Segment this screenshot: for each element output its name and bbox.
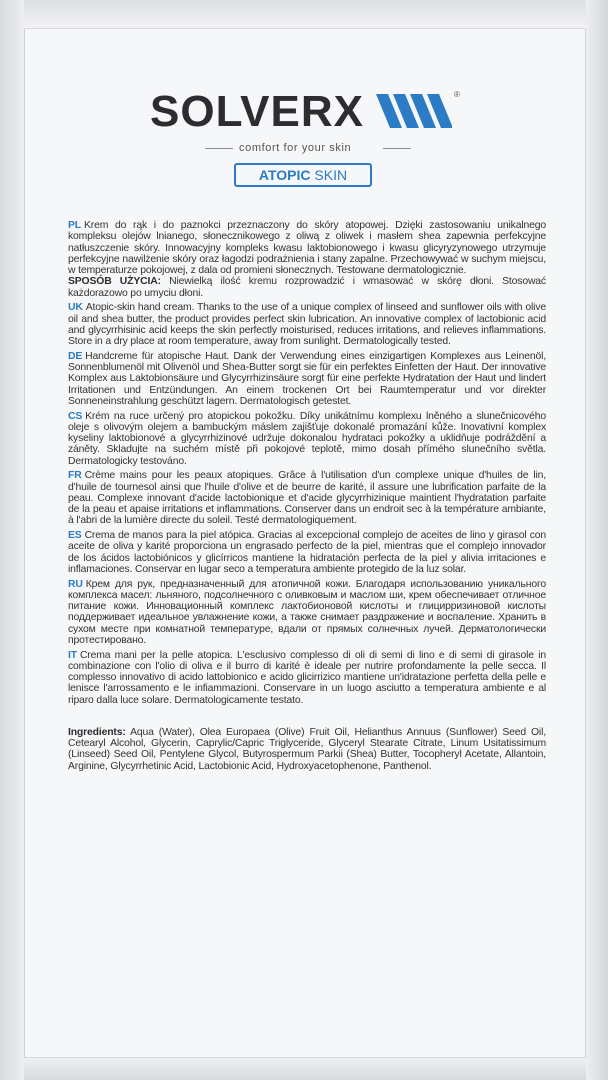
tagline-row [205,141,465,155]
section-text: Крем для рук, предназначенный для атопичной кожи. Благодаря использованию уникального комплекса масел: льняного, подсолнечного с оливковым и маслом ши, крем обеспечивает отличное питание кожи. Инновационный комплекс лактобионовой кислоты и глицирризиновой кислоты поддерживает идеальное увлажнение кожи, а также снимает раздражение и воспаление. Хранить в сухом месте при комнатной температуре, вдали от прямых солнечных лучей. Дерматологически протестировано. [68,578,546,646]
box-top-edge [24,0,586,29]
usage-text: Niewielką ilość kremu rozprowadzić i wmasować w skórę dłoni. Stosować każdorazowo po umyciu dłoni. [68,276,546,299]
section-text: Atopic-skin hand cream. Thanks to the use of a unique complex of linseed and sunflower oils with olive oil and shea butter, the product provides perfect skin lubrication. An innovative complex of lactobionic acid and glycyrrhisinic acid keeps the skin perfectly moisturised, reduces irritations, and relieves inflammations. Store in a dry place at room temperature, away from sunlight. Dermatologically tested. [68,302,546,347]
registered-mark: ® [454,90,460,99]
language-code: IT [68,649,77,661]
section-de [68,351,546,407]
wave-stripes-icon [376,94,452,128]
badge-primary: ATOPIC [258,167,311,183]
language-code: ES [68,530,82,541]
ingredients-list [68,727,546,772]
brand-name: SOLVERX [150,87,365,136]
ingredients-text: Aqua (Water), Olea Europaea (Olive) Fruit Oil, Helianthus Annuus (Sunflower) Seed Oil, Cetearyl Alcohol, Glycerin, Caprylic/Capric Triglyceride, Glyceryl Stearate Citrate, Linum Usitatissimum (Linseed) Seed Oil, Pentylene Glycol, Butyrospermum Parkii (Shea) Butter, Tocopheryl Acetate, Allantoin, Arginine, Glycyrrhetinic Acid, Lactobionic Acid, Hydroxyacetophenone, Panthenol. [68,726,546,772]
section-pl [68,220,546,299]
usage-instructions [68,276,546,299]
language-code: FR [68,470,82,482]
section-text: Crème mains pour les peaux atopiques. Grâce à l'utilisation d'un complexe unique d'huiles de lin, d'huile de tournesol ainsi que l'huile d'olive et de beurre de karité, il assure une lubrification parfaite de la peau. Complexe innovant d'acide lactobionique et d'acide glycyrrhizinique maintient l'hydratation parfaite de la peau et apaise irritations et inflammations. Conserver dans un endroit sec à la température ambiante, à l'abri de la lumière directe du soleil. Testé dermatologiquement. [68,470,546,527]
tagline-rule-left [205,148,233,149]
box-right-edge [585,0,608,1080]
section-fr [68,470,546,526]
product-line-badge [234,163,372,187]
language-code: RU [68,578,83,590]
section-it [68,650,546,706]
language-code: PL [68,220,81,231]
section-text: Handcreme für atopische Haut. Dank der Verwendung eines einzigartigen Komplexes aus Leinenöl, Sonnenblumenöl mit Olivenöl und Shea-Butter sorgt sie für ein perfektes Einfetten der Haut. Der innovative Komplex aus Laktobionsäure und Glycyrrhizinsäure sorgt für eine perfekte Hydratation der Haut und lindert Irritationen und Entzündungen. An einem trockenen Ort bei Raumtemperatur und vor direkter Sonneneinstrahlung geschützt lagern. Dermatologisch getestet. [68,350,546,407]
language-code: CS [68,410,83,422]
usage-label: SPOSÓB UŻYCIA: [68,276,161,288]
box-left-edge [0,0,25,1080]
tagline-rule-right [383,148,411,149]
section-es [68,530,546,575]
brand-tagline: comfort for your skin [239,142,352,154]
label-text [68,220,546,772]
section-text: Krem do rąk i do paznokci przeznaczony do skóry atopowej. Dzięki zastosowaniu unikalnego kompleksu olejów lnianego, słonecznikowego z oliwą z oliwek i masłem shea zapewnia perfekcyjne natłuszczenie skóry. Innowacyjny kompleks kwasu laktobionowego i kwasu glicyryzynowego utrzymuje perfekcyjne nawilżenie skóry oraz łagodzi podrażnienia i stany zapalne. Przechowywać w suchym miejscu, w temperaturze pokojowej, z dala od promieni słonecznych. Testowane dermatologicznie. [68,220,546,276]
section-uk [68,302,546,347]
badge-secondary: SKIN [314,167,348,183]
section-cs [68,411,546,467]
section-text: Krém na ruce určený pro atopickou pokožku. Díky unikátnímu komplexu lněného a slunečnicového oleje s olivovým olejem a bambuckým máslem zajišťuje dokonalé promazání kůže. Inovativní komplex kyseliny laktobionové a glycyrrhizinové udržuje dokonalou hydrataci pokožky a uklidňuje podráždění a záněty. Skladujte na suchém místě při pokojové teplotě, mimo dosah přímého slunečního světla. Dermatologicky testováno. [68,410,546,467]
language-code: DE [68,350,83,362]
section-ru [68,579,546,647]
language-code: UK [68,302,83,314]
section-text: Crema mani per la pelle atopica. L'esclusivo complesso di oli di semi di lino e di semi di girasole in combinazione con l'olio di oliva e il burro di karité è ideale per nutrire profondamente la pelle secca. Il complesso innovativo di acido lattobionico e acido glicirrizico mantiene un'idratazione perfetta della pelle e lenisce l'arrossamento e le infiammazioni. Conservare in un luogo asciutto a temperatura ambiente e al riparo dalla luce solare. Dermatologicamente testato. [68,649,546,706]
section-text: Crema de manos para la piel atópica. Gracias al excepcional complejo de aceites de lino y girasol con aceite de oliva y karité proporciona un engrasado perfecto de la piel, mientras que el complejo innovador de los ácidos lactobiónicos y glicírricos mantiene la hidratación perfecta de la piel y alivia irritaciones e inflamaciones. Conservar en lugar seco a temperatura ambiente protegido de la luz solar. [68,530,546,575]
box-bottom-edge [24,1057,586,1080]
ingredients-label: Ingredients: [68,726,126,738]
